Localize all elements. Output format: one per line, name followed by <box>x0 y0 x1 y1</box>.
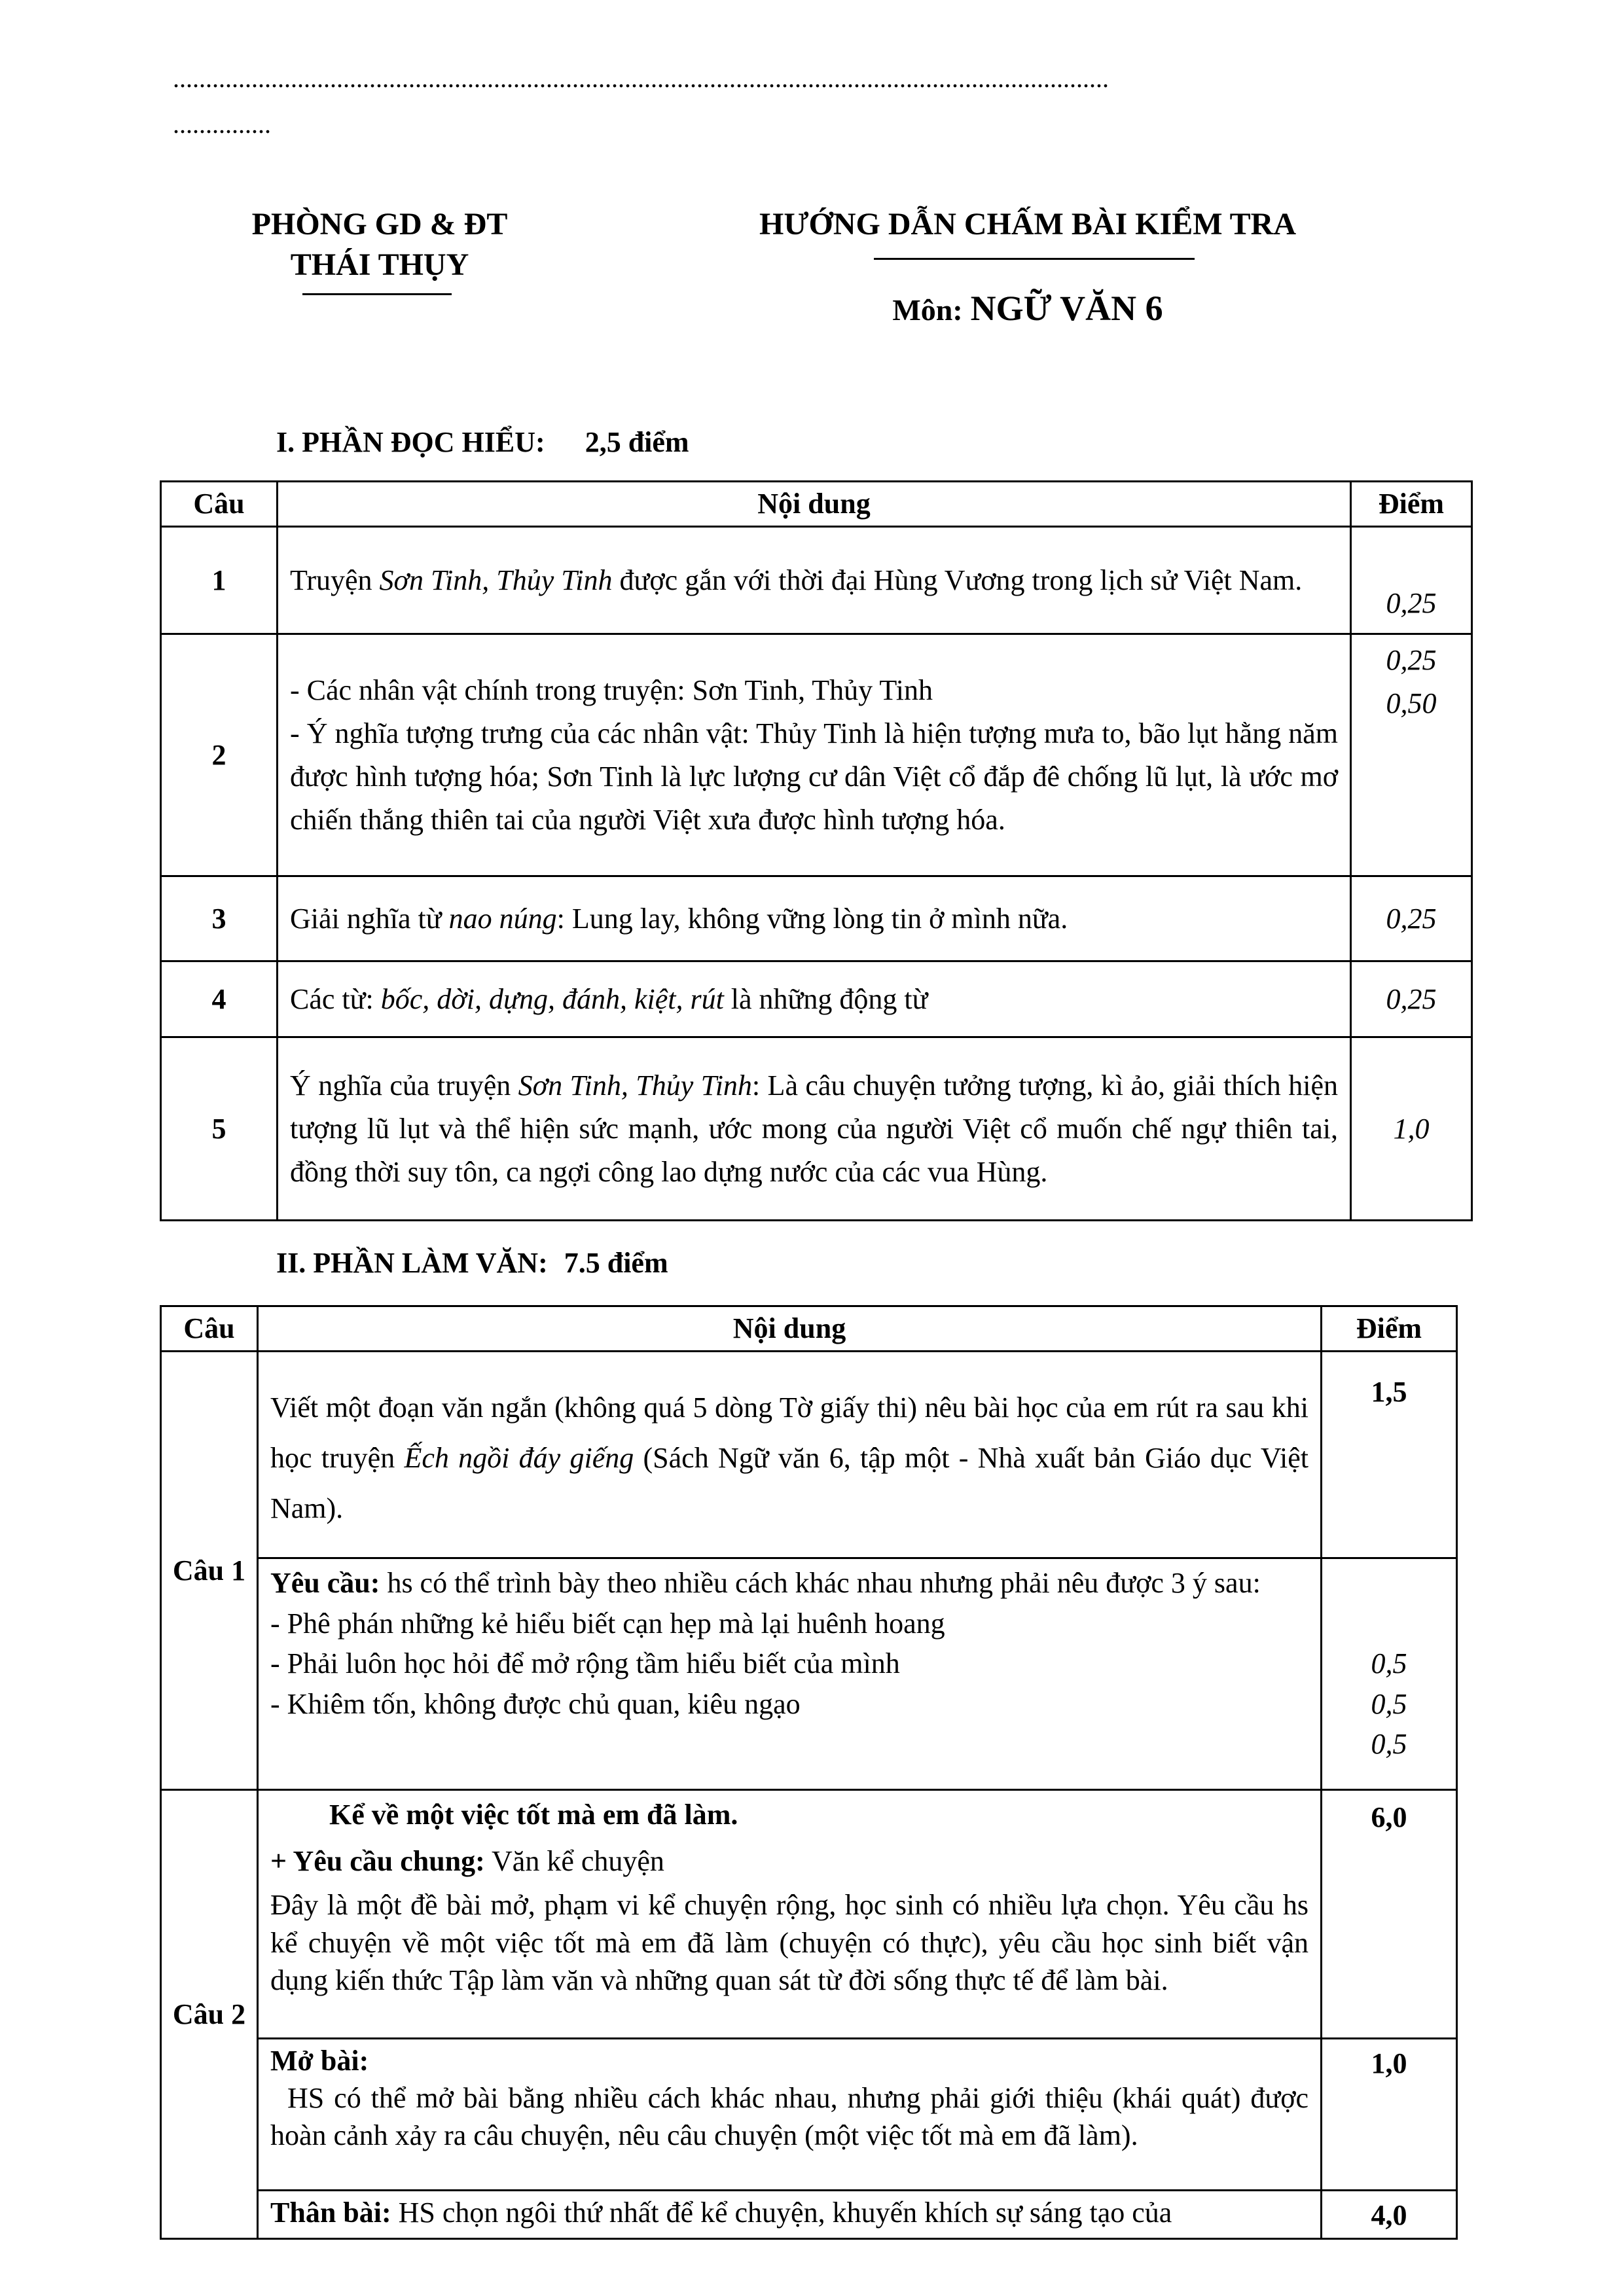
answer-scores <box>1351 634 1472 876</box>
q2-prompt-block <box>258 1790 1322 2039</box>
part1-points: 2,5 điểm <box>585 426 689 458</box>
q1-requirement-row <box>161 1558 1457 1790</box>
table-row <box>161 1037 1472 1221</box>
org-name <box>216 204 543 286</box>
q1-prompt-row <box>161 1352 1457 1558</box>
table-row <box>161 527 1472 634</box>
answer-content: Các từ: bốc, dời, dựng, đánh, kiệt, rút là những động từ <box>278 961 1351 1037</box>
table-row <box>161 961 1472 1037</box>
q1-item-score: 0,5 <box>1371 1728 1407 1761</box>
answer-line-1: - Các nhân vật chính trong truyện: Sơn Tinh, Thủy Tinh <box>290 673 933 706</box>
q1-item-score: 0,5 <box>1371 1647 1407 1680</box>
q2-prompt-row <box>161 1790 1457 2039</box>
q2-body-score: 4,0 <box>1322 2191 1457 2239</box>
question-number: 3 <box>161 876 278 961</box>
answer-score: 0,25 <box>1351 876 1472 961</box>
org-line1: PHÒNG GD & ĐT <box>251 207 508 242</box>
org-line2: THÁI THỤY <box>290 247 469 283</box>
q1-item-score: 0,5 <box>1371 1687 1407 1720</box>
table-row <box>161 634 1472 876</box>
col-header-diem: Điểm <box>1351 482 1472 527</box>
q1-prompt: Viết một đoạn văn ngắn (không quá 5 dòng Tờ giấy thi) nêu bài học của em rút ra sau khi học truyện Ếch ngồi đáy giếng (Sách Ngữ văn 6, tập một - Nhà xuất bản Giáo dục Việt Nam). <box>258 1352 1322 1558</box>
doc-title: HƯỚNG DẪN CHẤM BÀI KIỂM TRA <box>759 207 1296 242</box>
part2-header-row <box>161 1306 1457 1352</box>
q2-intro <box>258 2039 1322 2191</box>
q1-prompt-score: 1,5 <box>1322 1352 1457 1558</box>
answer-content: Ý nghĩa của truyện Sơn Tinh, Thủy Tinh: Là câu chuyện tưởng tượng, kì ảo, giải thích hiện tượng lũ lụt và thể hiện sức mạnh, ước mong của người Việt cổ muốn chế ngự thiên tai, đồng thời suy tôn, ca ngợi công lao dựng nước của các vua Hùng. <box>278 1037 1351 1221</box>
part1-heading <box>276 425 689 459</box>
q1-req-item: - Phải luôn học hỏi để mở rộng tầm hiểu biết của mình <box>270 1647 900 1680</box>
question-number: 1 <box>161 527 278 634</box>
q1-req-intro: Yêu cầu: hs có thể trình bày theo nhiều cách khác nhau nhưng phải nêu được 3 ý sau: <box>270 1567 1261 1599</box>
subject-label: Môn: <box>892 293 963 327</box>
question-number: 2 <box>161 634 278 876</box>
title-underline <box>874 258 1195 260</box>
answer-content <box>278 634 1351 876</box>
q2-intro-label: Mở bài: <box>270 2045 369 2077</box>
part2-heading <box>276 1246 668 1280</box>
col-header-cau: Câu <box>161 1306 258 1352</box>
q1-requirements <box>258 1558 1322 1790</box>
answer-content: Truyện Sơn Tinh, Thủy Tinh được gắn với thời đại Hùng Vương trong lịch sử Việt Nam. <box>278 527 1351 634</box>
question-number: 4 <box>161 961 278 1037</box>
answer-line-2: - Ý nghĩa tượng trưng của các nhân vật: Thủy Tinh là hiện tượng mưa to, bão lụt hằng năm được hình tượng hóa; Sơn Tinh là lực lượng cư dân Việt cổ đắp đê chống lũ lụt, là ước mơ chiến thắng thiên tai của người Việt xưa được hình tượng hóa. <box>290 717 1338 836</box>
q2-prompt: Kể về một việc tốt mà em đã làm. <box>329 1799 738 1831</box>
subject-line <box>694 285 1362 331</box>
q2-intro-score: 1,0 <box>1322 2039 1457 2191</box>
q2-prompt-score: 6,0 <box>1322 1790 1457 2039</box>
part2-title: II. PHẦN LÀM VĂN: <box>276 1247 548 1279</box>
q1-label: Câu 1 <box>161 1352 258 1790</box>
q2-label: Câu 2 <box>161 1790 258 2239</box>
answer-score: 0,25 <box>1351 961 1472 1037</box>
q2-general-desc: Đây là một đề bài mở, phạm vi kể chuyện rộng, học sinh có nhiều lựa chọn. Yêu cầu hs kể chuyện về một việc tốt mà em đã làm (chuyện có thực), yêu cầu học sinh biết vận dụng kiến thức Tập làm văn và những quan sát từ đời sống thực tế để làm bài. <box>270 1889 1308 1996</box>
answer-score: 0,25 <box>1351 527 1472 634</box>
col-header-noi-dung: Nội dung <box>278 482 1351 527</box>
table-row <box>161 876 1472 961</box>
answer-content: Giải nghĩa từ nao núng: Lung lay, không vững lòng tin ở mình nữa. <box>278 876 1351 961</box>
q2-general-req: + Yêu cầu chung: Văn kể chuyện <box>270 1845 664 1878</box>
answer-score: 1,0 <box>1351 1037 1472 1221</box>
q1-req-item: - Khiêm tốn, không được chủ quan, kiêu ngạo <box>270 1687 801 1720</box>
score-2: 0,50 <box>1386 687 1437 719</box>
q1-req-scores <box>1322 1558 1457 1790</box>
col-header-cau: Câu <box>161 482 278 527</box>
subject-name: NGỮ VĂN 6 <box>970 289 1163 328</box>
part2-points: 7.5 điểm <box>564 1247 668 1279</box>
org-underline <box>302 293 452 295</box>
col-header-diem: Điểm <box>1322 1306 1457 1352</box>
q2-body-row <box>161 2191 1457 2239</box>
dotted-line-1: ............................................................................................................................................... <box>173 65 1109 92</box>
part1-header-row <box>161 482 1472 527</box>
q2-intro-row <box>161 2039 1457 2191</box>
q1-req-item: - Phê phán những kẻ hiểu biết cạn hẹp mà lại huênh hoang <box>270 1607 945 1640</box>
part1-table <box>160 480 1473 1221</box>
q2-body: Thân bài: HS chọn ngôi thứ nhất để kể chuyện, khuyến khích sự sáng tạo của <box>258 2191 1322 2239</box>
part1-title: I. PHẦN ĐỌC HIỂU: <box>276 426 545 458</box>
part2-table <box>160 1305 1458 2240</box>
score-1: 0,25 <box>1386 644 1437 676</box>
q2-intro-text: HS có thể mở bài bằng nhiều cách khác nhau, nhưng phải giới thiệu (khái quát) được hoàn cảnh xảy ra câu chuyện, nêu câu chuyện (một việc tốt mà em đã làm). <box>270 2082 1308 2152</box>
question-number: 5 <box>161 1037 278 1221</box>
dotted-line-2: ............... <box>173 111 271 137</box>
col-header-noi-dung: Nội dung <box>258 1306 1322 1352</box>
